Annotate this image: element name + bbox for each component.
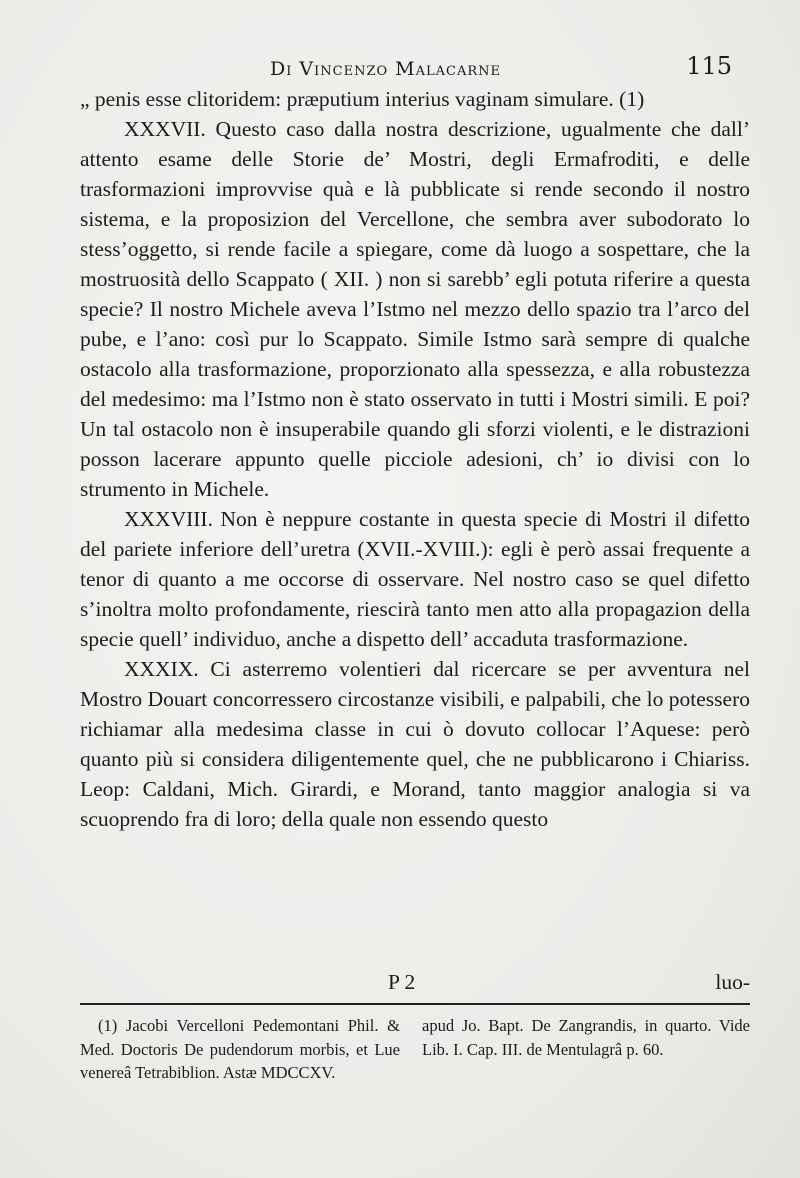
catchline xyxy=(80,970,750,1000)
page-header xyxy=(60,48,740,88)
footnote-rule xyxy=(80,1003,750,1005)
page-number: 115 xyxy=(686,52,732,80)
paragraph-xxxix: XXXIX. Ci asterremo volentieri dal ricercare se per avventura nel Mostro Douart concorressero circostanze visibili, e palpabili, che lo potessero richiamar alla medesima classe in cui ò dovuto collocar l’Aquese: però quanto più si considera diligentemente quel, che ne pubblicarono i Chiariss. Leop: Caldani, Mich. Girardi, e Morand, tanto maggior analogia si va scuoprendo fra di loro; della quale non essendo questo xyxy=(80,657,750,831)
paragraph-xxxvii: XXXVII. Questo caso dalla nostra descrizione, ugualmente che dall’ attento esame delle Storie de’ Mostri, degli Ermafroditi, e delle trasformazioni improvvise quà e là pubblicate si rende secondo il nostro sistema, e la proposizion del Vercellone, che sembra aver subodorato lo stess’oggetto, si rende facile a spiegare, come dà luogo a sospettare, che la mostruosità dello Scappato ( XII. ) non si sarebb’ egli potuta riferire a questa specie? Il nostro Michele aveva l’Istmo nel mezzo dello spazio tra l’arco del pube, e l’ano: così pur lo Scappato. Simile Istmo sarà sempre di qualche ostacolo alla trasformazione, proporzionato alla spessezza, e alla robustezza del medesimo: ma l’Istmo non è stato osservato in tutti i Mostri simili. E poi? Un tal ostacolo non è insuperabile quando gli sforzi violenti, e le distrazioni posson lacerare appunto quelle picciole adesioni, ch’ io divisi con lo strumento in Michele. xyxy=(80,117,750,501)
footnote-text-right: apud Jo. Bapt. De Zangrandis, in quarto. Vide Lib. I. Cap. III. de Mentulagrâ p. 60. xyxy=(422,1016,750,1059)
footnote-right-column xyxy=(422,1014,750,1061)
footnote-left-column xyxy=(80,1014,400,1085)
running-title: Di Vincenzo Malacarne xyxy=(270,58,502,80)
paragraph-quote-continuation: „ penis esse clitoridem: præputium interius vaginam simulare. (1) xyxy=(80,87,645,111)
catchword: luo- xyxy=(715,970,750,994)
footnote-text-left: (1) Jacobi Vercelloni Pedemontani Phil. & Med. Doctoris De pudendorum morbis, et Lue venereâ Tetrabiblion. Astæ MDCCXV. xyxy=(80,1016,400,1082)
signature-mark: P 2 xyxy=(388,970,416,994)
paragraph-xxxviii: XXXVIII. Non è neppure costante in questa specie di Mostri il difetto del pariete inferiore dell’uretra (XVII.-XVIII.): egli è però assai frequente a tenor di quanto a me occorse di osservare. Nel nostro caso se quel difetto s’inoltra molto profondamente, riescirà tanto men atto alla propagazion della specie quell’ individuo, anche a dispetto dell’ accaduta trasformazione. xyxy=(80,507,750,651)
body-text xyxy=(80,84,750,834)
